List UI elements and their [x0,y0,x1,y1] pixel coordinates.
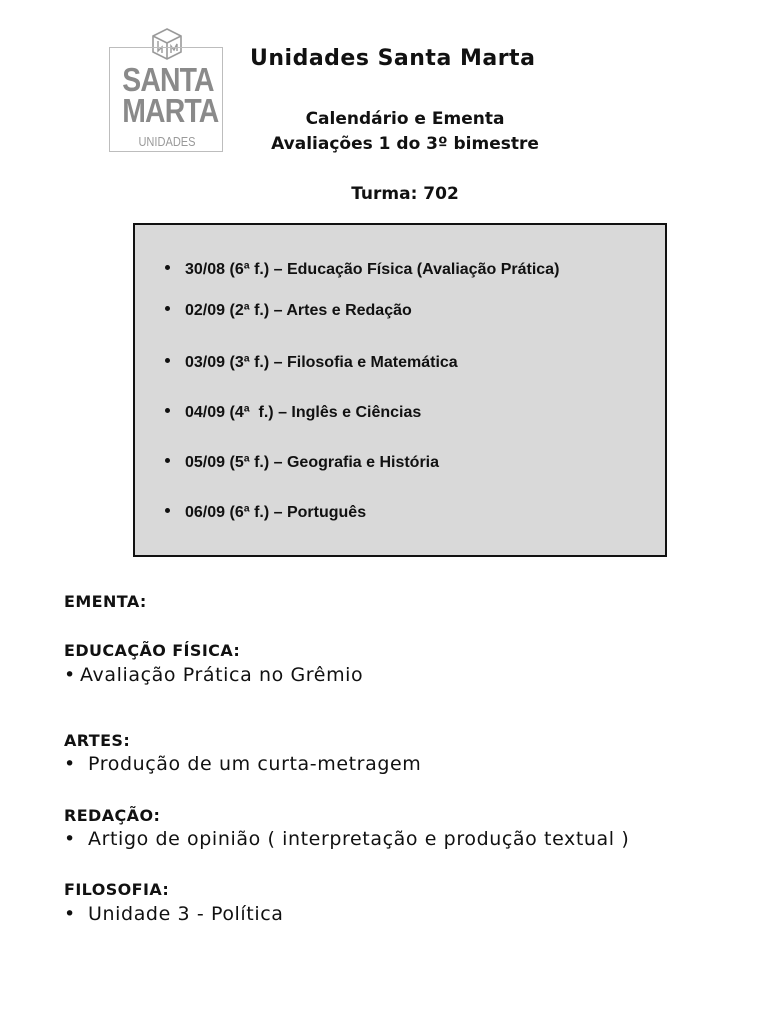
logo-text-unidades: UNIDADES [138,134,196,149]
section-item: • Artigo de opinião ( interpretação e produção textual ) [64,828,630,850]
section-item: • Avaliação Prática no Grêmio [64,664,364,686]
schedule-item: 03/09 (3ª f.) – Filosofia e Matemática [165,354,458,372]
schedule-item: 05/09 (5ª f.) – Geografia e História [165,454,439,472]
schedule-item: 04/09 (4ª f.) – Inglês e Ciências [165,404,421,422]
schedule-item: 30/08 (6ª f.) – Educação Física (Avaliação Prática) [165,261,559,279]
section-heading: ARTES: [64,731,131,750]
section-heading: EDUCAÇÃO FÍSICA: [64,641,241,660]
logo-text-marta: MARTA [122,92,219,129]
section-item: • Unidade 3 - Política [64,903,284,925]
ementa-title: EMENTA: [64,592,147,611]
document-subtitle: Avaliações 1 do 3º bimestre [271,134,539,154]
exam-schedule-box [133,223,667,557]
section-heading: REDAÇÃO: [64,806,161,825]
schedule-item: 06/09 (6ª f.) – Português [165,504,366,522]
section-heading: FILOSOFIA: [64,880,170,899]
bullet-icon [165,508,170,513]
logo-text-santa: SANTA [122,61,214,98]
bullet-icon [165,358,170,363]
schedule-item: 02/09 (2ª f.) – Artes e Redação [165,302,412,320]
bullet-icon [165,408,170,413]
bullet-icon [165,265,170,270]
class-label: Turma: 702 [351,184,459,204]
school-name: Unidades Santa Marta [250,46,536,71]
section-item: • Produção de um curta-metragem [64,753,422,775]
school-logo [109,27,225,154]
bullet-icon [165,306,170,311]
bullet-icon [165,458,170,463]
document-title: Calendário e Ementa [305,109,505,129]
